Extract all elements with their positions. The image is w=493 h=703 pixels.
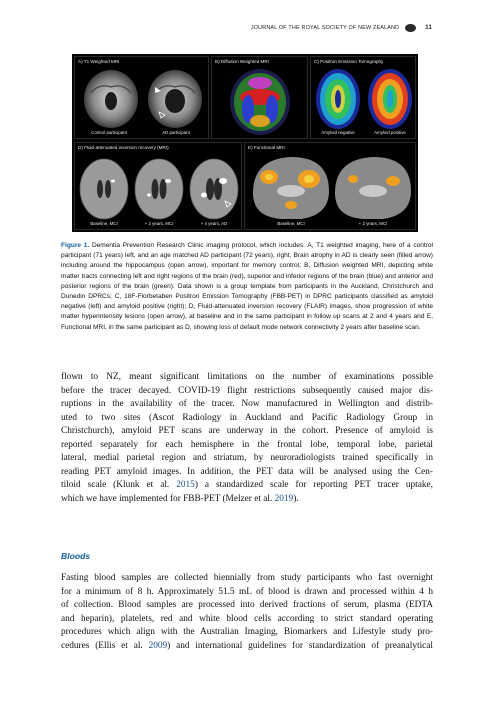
- pet-amyloid-scans: [311, 57, 416, 139]
- panel-e-label: E) Functional MRI: [248, 145, 285, 150]
- body-text: ) a standardized scale for reporting PET tracer uptake,: [194, 480, 433, 490]
- citation-link-melzer-2019[interactable]: 2019: [274, 493, 294, 504]
- body-line: of collection. Blood samples are processed into derived fractions of serum, plasma (EDTA: [61, 600, 433, 610]
- body-line: Christchurch), amyloid PET scans are underway in the cohort. Presence of amyloid is: [61, 426, 433, 436]
- body-line: Fasting blood samples are collected biennially from study participants who fast overnight: [61, 573, 433, 583]
- panel-a-caption-ad: AD participant: [162, 130, 190, 135]
- body-line: [61, 493, 433, 507]
- body-line: procedures which align with the Australian Imaging, Biomarkers and Lifestyle study pro-: [61, 627, 433, 637]
- body-text: ) and international guidelines for standardization of preanalytical: [167, 640, 433, 651]
- citation-link-klunk-2015[interactable]: 2015: [176, 480, 195, 490]
- body-line: reported separately for each hemisphere in the frontal lobe, temporal lobe, parietal: [61, 439, 433, 450]
- panel-d-caption-2years: + 2 years, MCI: [144, 221, 174, 226]
- panel-d-caption-baseline: Baseline, MCI: [90, 221, 118, 226]
- journal-logo-icon: [405, 24, 416, 32]
- journal-title: JOURNAL OF THE ROYAL SOCIETY OF NEW ZEALAND: [250, 25, 400, 31]
- body-line: [61, 640, 433, 654]
- running-header: [251, 24, 432, 32]
- body-text: which we have implemented for FBB-PET (Melzer et al.: [61, 493, 275, 504]
- flair-axial-scans: [75, 143, 242, 230]
- t1-coronal-scans: [75, 57, 209, 139]
- body-line: for a minimum of 8 h. Approximately 51.5 mL of blood is drawn and processed within 4 h: [61, 586, 433, 597]
- panel-e-caption-2years: + 2 years, MCI: [358, 221, 388, 226]
- figure-caption-text: Dementia Prevention Research Clinic imaging protocol, which includes: A, T1 weighted imaging, here of a control participant (71 years) left, and an age matched AD participant (72 years), right. Brain atrophy in AD is clearly seen (filled arrow) including around the hippocampus (open arrow), important for memory control; B, Diffusion weighted MRI, depicting white matter tracts connecting left and right regions of the brain (red), superior and inferior regions of the brain (blue) and anterior and posterior regions of the brain (green). Data shown is a group template from participants in the Auckland, Christchurch and Dunedin DPRCs; C, 18F-Florbetaben Positron Emission Tomography (FBB-PET) in DPRC participants classified as amyloid negative (left) and amyloid positive (right); D, Fluid-attenuated inversion recovery (FLAIR) images, show progression of white matter hyperintensity lesions (open arrow), at baseline and in the same participant in follow up scans at 2 and 4 years and E, Functional MRI, in the same participant as D, showing loss of default mode network connectivity 2 years after baseline scan.: [61, 242, 433, 331]
- panel-a-caption-control: Control participant: [91, 130, 127, 135]
- figure-1: [72, 54, 418, 232]
- body-line: flown to NZ, meant significant limitations on the number of examinations possible: [61, 372, 433, 382]
- panel-a-t1-mri: [74, 56, 209, 139]
- body-text: cedures (Ellis et al.: [61, 640, 149, 651]
- body-text: tiloid scale (Klunk et al.: [61, 480, 177, 490]
- fmri-sagittal-scans: [245, 143, 416, 230]
- body-line: ruptions in the availability of the tracer. Now manufactured in Wellington and distrib-: [61, 399, 433, 409]
- panel-c-caption-negative: Amyloid negative: [321, 130, 355, 135]
- panel-c-label: C) Positron Emission Tomography: [314, 59, 384, 64]
- body-line: and heparin), platelets, red and white blood cells according to strict standard operating: [61, 613, 433, 624]
- panel-c-caption-positive: Amyloid positive: [374, 130, 406, 135]
- body-line: lateral, medial parietal region and striatum, by neuroradiologists trained specifically in: [61, 453, 433, 463]
- panel-b-label: B) Diffusion Weighted MRI: [215, 59, 269, 64]
- body-line: reading PET amyloid images. In addition, the PET data will be analysed using the Cen-: [61, 466, 433, 477]
- body-paragraph-pet: [61, 371, 433, 506]
- panel-d-flair-mri: [74, 142, 242, 230]
- body-paragraph-bloods: [61, 572, 433, 653]
- figure-caption: [61, 241, 433, 333]
- body-text: ).: [293, 493, 299, 504]
- panel-b-diffusion-mri: [211, 56, 308, 139]
- citation-link-ellis-2009[interactable]: 2009: [148, 640, 168, 651]
- figure-caption-label: Figure 1.: [61, 242, 90, 249]
- page-number: 11: [425, 25, 432, 31]
- panel-e-functional-mri: [244, 142, 416, 230]
- panel-a-label: A) T1 Weighted MRI: [78, 59, 120, 64]
- panel-e-caption-baseline: Baseline, MCI: [277, 221, 305, 226]
- panel-d-label: D) Fluid-attenuated inversion recovery (MRI): [78, 145, 169, 150]
- body-line: before the tracer decayed. COVID-19 flight restrictions subsequently caused major dis-: [61, 385, 433, 396]
- panel-c-pet: [310, 56, 416, 139]
- section-heading-bloods: Bloods: [61, 551, 91, 561]
- diffusion-tract-map: [212, 57, 308, 139]
- panel-d-caption-4years: + 4 years, AD: [200, 221, 228, 226]
- body-line: [61, 479, 433, 493]
- body-line: uted to two sites (Ascot Radiology in Auckland and Pacific Radiology Group in: [61, 412, 433, 423]
